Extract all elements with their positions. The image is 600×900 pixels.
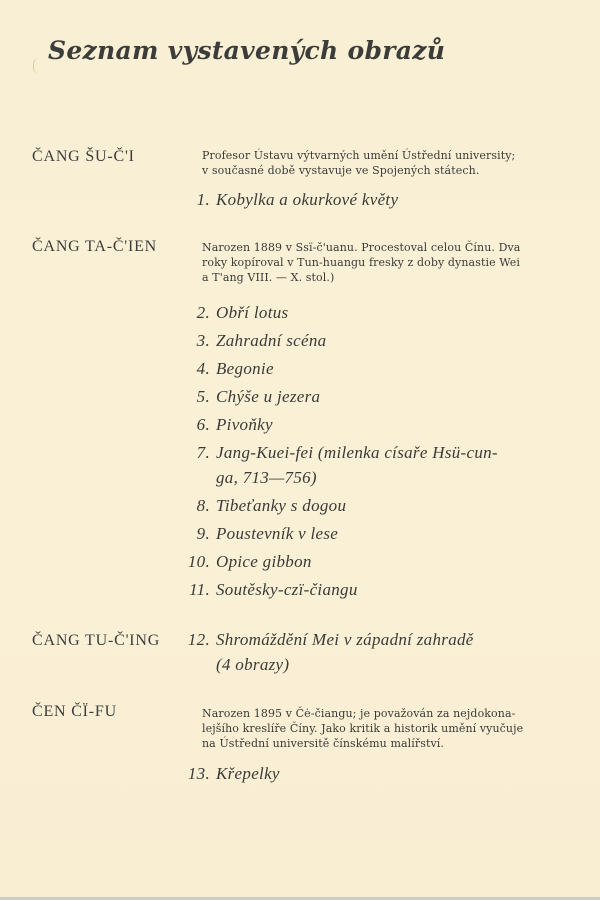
work-item (180, 443, 498, 488)
work-item (180, 524, 338, 544)
work-title: Tibeťanky s dogou (216, 496, 347, 515)
work-number: 7. (196, 443, 210, 462)
artist-name: ČANG TA-Č'IEN (32, 238, 158, 255)
artist-bio (202, 148, 582, 178)
work-number: 1. (196, 190, 210, 209)
page-title: Seznam vystavených obrazů (48, 36, 446, 65)
work-title: Zahradní scéna (216, 331, 327, 350)
work-title: Chýše u jezera (216, 387, 321, 406)
work-item (180, 190, 398, 210)
bio-line: Narozen 1889 v Ssï-č'uanu. Procestoval celou Čínu. Dva (202, 241, 521, 254)
work-title: Poustevník v lese (216, 524, 339, 543)
work-title: Shromáždění Mei v západní zahradě (216, 630, 474, 649)
work-title-continuation: ga, 713—756) (216, 468, 317, 487)
bio-line: roky kopíroval v Tun-huangu fresky z doby dynastie Wei (202, 256, 521, 269)
work-number: 5. (196, 387, 210, 406)
work-number: 3. (196, 331, 210, 350)
work-title: Begonie (216, 359, 274, 378)
bio-line: na Ústřední universitě čínskému malířství. (202, 737, 445, 750)
work-number: 4. (196, 359, 210, 378)
work-item (180, 630, 474, 675)
work-item (180, 303, 288, 323)
work-number: 6. (196, 415, 210, 434)
bio-line: a T'ang VIII. — X. stol.) (202, 271, 335, 284)
bio-line: Narozen 1895 v Čė-čiangu; je považován za nejdokona- (202, 707, 516, 720)
work-title: Opice gibbon (216, 552, 312, 571)
work-number: 9. (196, 524, 210, 543)
work-number: 10. (187, 552, 210, 571)
bio-line: lejšího kreslíře Číny. Jako kritik a historik umění vyučuje (202, 722, 524, 735)
work-number: 8. (196, 496, 210, 515)
work-number: 11. (189, 580, 210, 599)
work-title: Jang-Kuei-fei (milenka císaře Hsü-cun- (216, 443, 498, 462)
work-item (180, 387, 320, 407)
work-number: 13. (187, 764, 210, 783)
work-number: 12. (187, 630, 210, 649)
artist-bio (202, 240, 582, 285)
work-title: Křepelky (216, 764, 280, 783)
work-item (180, 580, 358, 600)
work-title: Soutěsky-czï-čiangu (216, 580, 358, 599)
work-item (180, 552, 312, 572)
artist-name: ČANG TU-Č'ING (32, 632, 161, 649)
work-title: Kobylka a okurkové květy (216, 190, 399, 209)
artist-name: ČANG ŠU-Č'I (32, 148, 135, 165)
margin-mark (33, 58, 40, 74)
work-number: 2. (196, 303, 210, 322)
work-item (180, 331, 326, 351)
work-item (180, 415, 273, 435)
work-item (180, 359, 274, 379)
artist-name: ČEN ČÏ-FU (32, 703, 117, 720)
work-item (180, 496, 346, 516)
work-title: Pivoňky (216, 415, 273, 434)
artist-bio (202, 706, 582, 751)
bio-line: Profesor Ústavu výtvarných umění Ústřední university; (202, 149, 516, 162)
bio-line: v současné době vystavuje ve Spojených státech. (202, 164, 480, 177)
work-title-continuation: (4 obrazy) (216, 655, 290, 674)
work-title: Obří lotus (216, 303, 289, 322)
work-item (180, 764, 280, 784)
